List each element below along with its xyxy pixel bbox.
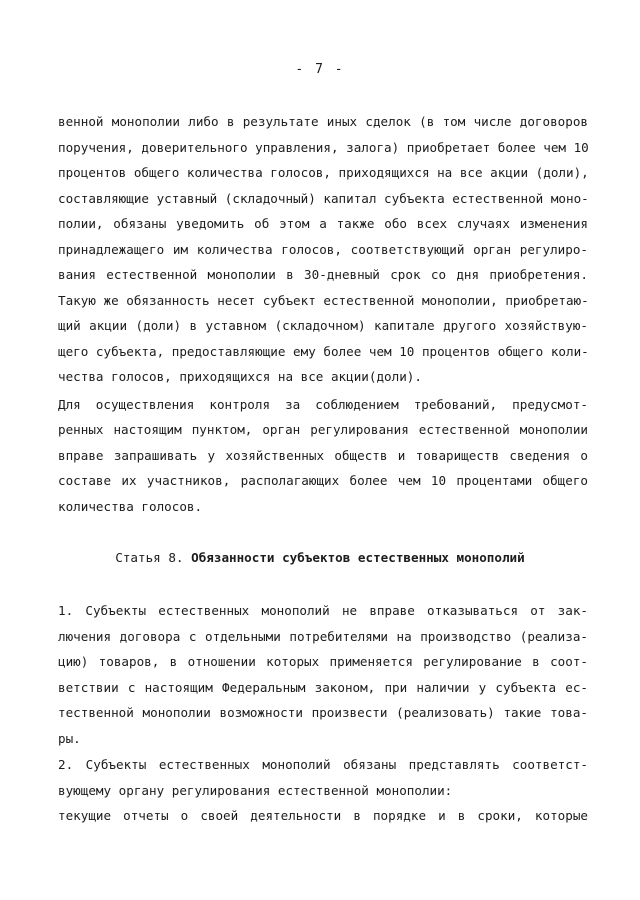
page-number: - 7 - [295, 62, 345, 77]
article-title: Обязанности субъектов естественных монополий [191, 550, 525, 565]
text-line: процентов общего количества голосов, приходящихся на все акции (доли), [58, 165, 589, 180]
text-line: лючения договора с отдельными потребителями на производство (реализа- [58, 629, 588, 644]
text-line: вания естественной монополии в 30-дневный срок со дня приобретения. [58, 267, 588, 282]
text-line: ренных настоящим пунктом, орган регулирования естественной монополии [58, 422, 588, 437]
text-line: текущие отчеты о своей деятельности в порядке и в сроки, которые [58, 808, 588, 823]
text-line: поручения, доверительного управления, залога) приобретает более чем 10 [58, 140, 589, 155]
text-line: щий акции (доли) в уставном (складочном) капитале другого хозяйствую- [58, 318, 588, 333]
text-line: вующему органу регулирования естественной монополии: [58, 783, 453, 798]
text-line: составляющие уставный (складочный) капитал субъекта естественной моно- [58, 191, 589, 206]
text-line: щего субъекта, предоставляющие ему более чем 10 процентов общего коли- [58, 344, 589, 359]
text-line: вправе запрашивать у хозяйственных обществ и товариществ сведения о [58, 448, 588, 463]
text-line: Такую же обязанность несет субъект естественной монополии, приобретаю- [58, 293, 589, 308]
text-line: чества голосов, приходящихся на все акции(доли). [58, 369, 422, 384]
text-line: тественной монополии возможности произвести (реализовать) такие това- [58, 705, 588, 720]
text-line: полии, обязаны уведомить об этом а также обо всех случаях изменения [58, 216, 588, 231]
article-number: Статья 8. [115, 550, 184, 565]
text-line: 1. Субъекты естественных монополий не вправе отказываться от зак- [58, 603, 588, 618]
text-line: венной монополии либо в результате иных сделок (в том числе договоров [58, 114, 588, 129]
text-line: составе их участников, располагающих более чем 10 процентами общего [58, 473, 588, 488]
article-heading [0, 550, 640, 566]
text-line: количества голосов. [58, 499, 203, 514]
text-line: ры. [58, 731, 81, 746]
text-line: цию) товаров, в отношении которых применяется регулирование в соот- [58, 654, 588, 669]
text-line: 2. Субъекты естественных монополий обязаны представлять соответст- [58, 757, 588, 772]
text-line: Для осуществления контроля за соблюдением требований, предусмот- [58, 397, 588, 412]
text-line: принадлежащего им количества голосов, соответствующий орган регулиро- [58, 242, 588, 257]
text-line: ветствии с настоящим Федеральным законом, при наличии у субъекта ес- [58, 680, 588, 695]
